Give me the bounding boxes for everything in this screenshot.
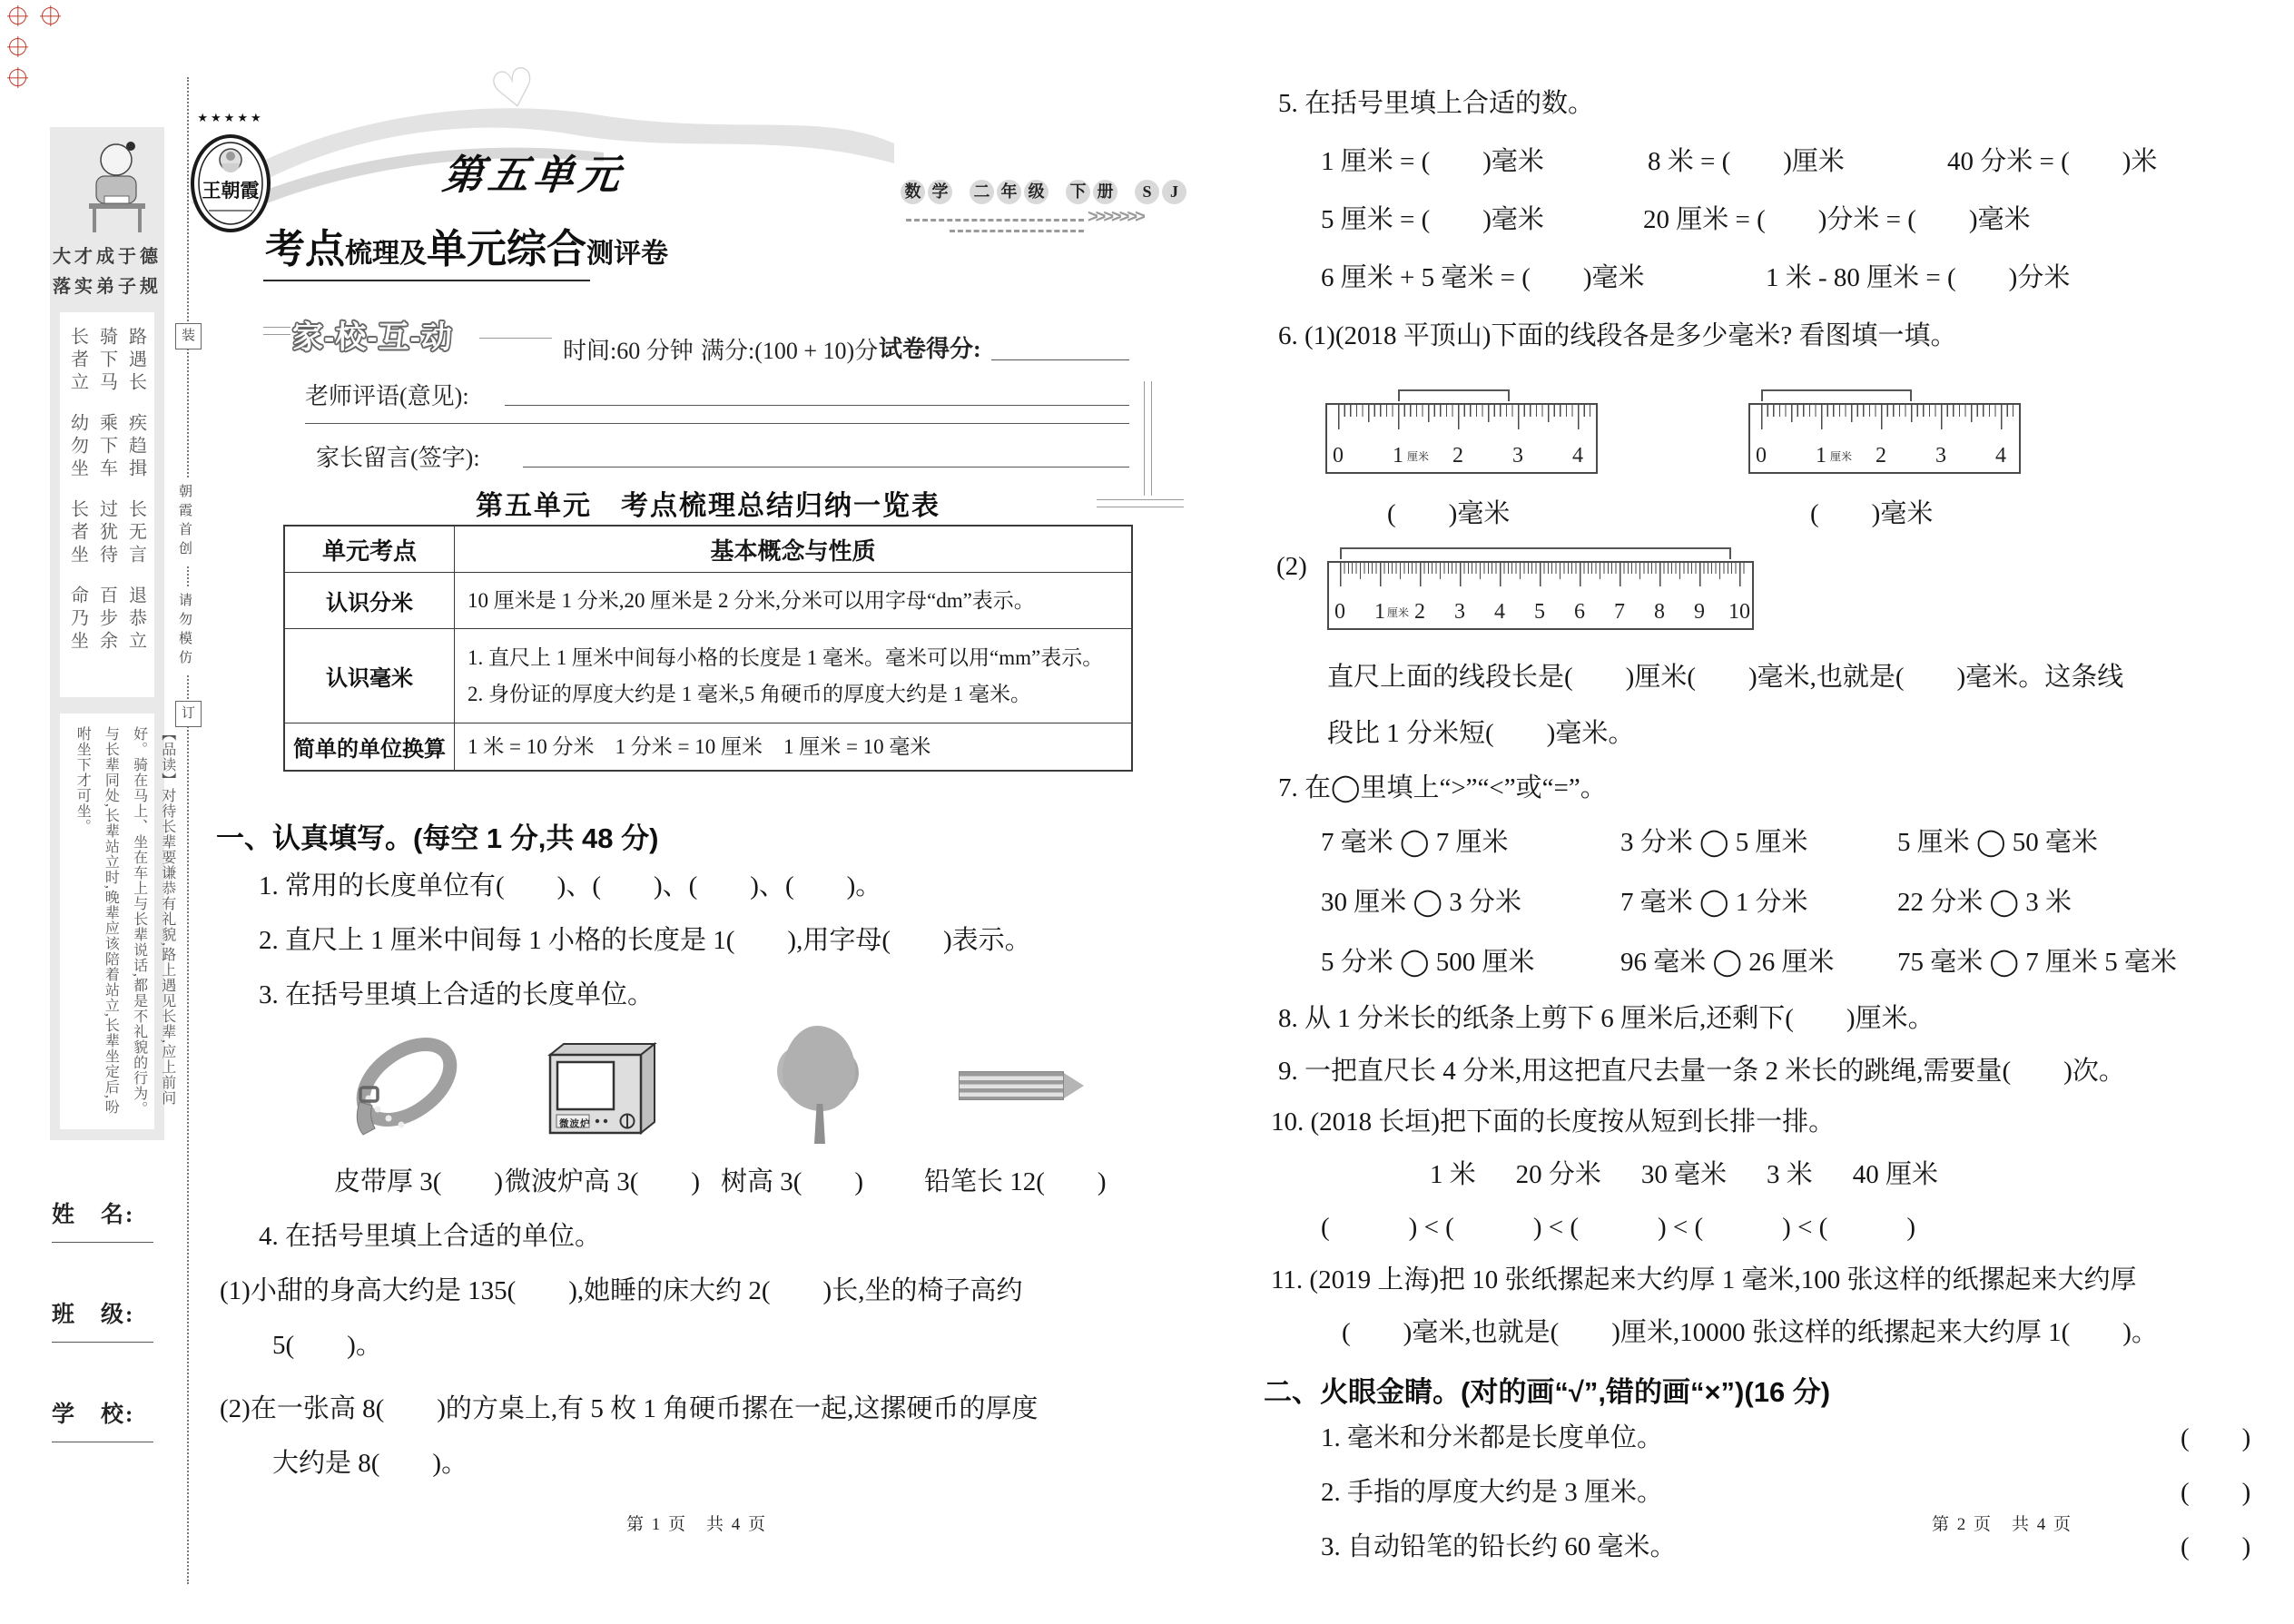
verse-line: 乘下车 [96,413,117,481]
badge-char: 级 [1024,180,1049,204]
microwave-image [534,1042,657,1142]
time-label: 时间:60 分钟 [563,338,694,364]
pencil-image [959,1071,1086,1100]
name-blank-line [52,1242,153,1243]
verse-line: 长者立 [67,327,88,395]
table-key-cell: 简单的单位换算 [285,723,454,770]
heart-ribbon-icon: ♡ [484,55,544,123]
question-6-2-text: 直尺上面的线段长是( )厘米( )毫米,也就是( )毫米。这条线 [1327,663,2124,692]
parent-message-label: 家长留言(签字): [316,445,480,471]
ruler-unit-label: 厘米 [1407,450,1430,463]
badge-char: S [1135,180,1159,204]
q10-length-values [1430,1158,1938,1191]
score-field-label: 试卷得分: [879,336,981,362]
table-value-line: 1. 直尺上 1 厘米中间每小格的长度是 1 毫米。毫米可以用“mm”表示。 [468,646,1104,670]
question-6-2-number: (2) [1276,552,1307,581]
pindu-text: 【品读】对待长辈要谦恭有礼貌,路上遇见长辈,应上前问好。骑在马上、坐在车上与长辈说话,都是不礼貌的行为。与长辈同处,长辈站立时,晚辈应该陪着站立,长辈坐定后,吩咐坐下才可坐。 [74,726,175,1117]
tree-caption: 树高 3( ) [721,1167,864,1196]
overview-table-title: 第五单元 考点梳理总结归纳一览表 [476,491,940,521]
ruler-tick-label: 7 [1614,600,1625,624]
ruler-tick-label: 9 [1694,600,1705,624]
verse-line: 长者坐 [67,499,88,567]
badge-char: J [1162,180,1186,204]
q7-item: 96 毫米 ◯ 26 厘米 [1620,948,1835,977]
q10-value: 1 米 [1430,1160,1476,1189]
tree-image [777,1026,861,1144]
mm-answer-blank: ( )毫米 [1810,499,1934,528]
table-value-cell [454,628,1131,723]
question-11: 11. (2019 上海)把 10 张纸摞起来大约厚 1 毫米,100 张这样的纸摞起来大约厚 [1271,1265,2137,1294]
question-4: 4. 在括号里填上合适的单位。 [259,1222,602,1251]
q10-value: 30 毫米 [1640,1160,1728,1189]
verse-column [123,327,150,683]
unit-title: 第五单元 [439,152,627,198]
full-score-label: 满分:(100 + 10)分 [701,338,879,364]
badge-dashed-line [950,230,1084,232]
binding-slogan-2: 请勿模仿 [174,588,195,674]
class-field-label: 班 级: [52,1303,135,1327]
ruler-image-1 [1325,403,1598,474]
badge-char: 年 [997,180,1021,204]
q10-value: 40 厘米 [1852,1160,1938,1189]
teacher-comment-line2 [305,423,1129,424]
q5-item: 20 厘米 = ( )分米 = ( )毫米 [1643,205,2031,234]
class-blank-line [52,1342,153,1343]
tf-bracket: ( ) [2181,1478,2251,1507]
ruler-tick-label: 3 [1935,444,1946,468]
decorative-double-line [1144,381,1152,496]
q7-item: 3 分米 ◯ 5 厘米 [1620,828,1808,857]
q5-item: 6 厘米 + 5 毫米 = ( )毫米 [1321,263,1645,292]
tf-item-3: 3. 自动铅笔的铅长约 60 毫米。 [1321,1532,1677,1561]
logo-brand-name: 王朝霞 [202,180,260,202]
score-blank-line [991,359,1129,360]
question-5: 5. 在括号里填上合适的数。 [1278,89,1595,118]
q10-answer-blanks: ( ) < ( ) < ( ) < ( ) < ( ) [1321,1213,1915,1242]
question-10: 10. (2018 长垣)把下面的长度按从短到长排一排。 [1271,1107,1836,1137]
subtitle-part: 测评卷 [586,239,668,269]
q7-item: 22 分米 ◯ 3 米 [1897,888,2072,917]
ruler-tick-label: 0 [1334,600,1345,624]
table-key-cell: 认识分米 [285,572,454,628]
section2-heading: 二、火眼金睛。(对的画“√”,错的画“×”)(16 分) [1264,1376,1831,1408]
teacher-comment-line [505,405,1129,406]
q5-item: 8 米 = ( )厘米 [1648,147,1845,176]
binding-slogan-1: 朝霞首创 [174,479,195,565]
tf-bracket: ( ) [2181,1423,2251,1452]
parent-message-line [523,467,1129,468]
registration-mark [9,69,26,86]
ruler-tick-label: 3 [1512,444,1523,468]
question-9: 9. 一把直尺长 4 分米,用这把直尺去量一条 2 米长的跳绳,需要量( )次。 [1278,1057,2125,1086]
table-key-cell: 认识毫米 [285,628,454,723]
verse-line: 幼勿坐 [67,413,88,481]
verse-column [65,327,92,683]
ruler-tick-label: 2 [1452,444,1463,468]
ruler-tick-label: 4 [1572,444,1583,468]
mm-answer-blank: ( )毫米 [1387,499,1511,528]
measured-segment [1398,389,1510,401]
registration-mark [42,7,59,25]
tf-bracket: ( ) [2181,1532,2251,1561]
verse-line: 疾趋揖 [125,413,146,481]
sidebar-motto-line2: 落实弟子规 [53,277,162,297]
q5-item: 1 厘米 = ( )毫米 [1321,147,1544,176]
question-11-cont: ( )毫米,也就是( )厘米,10000 张这样的纸摞起来大约厚 1( )。 [1342,1318,2158,1347]
ruler-tick-label: 1 [1393,444,1403,468]
verse-column [94,327,121,683]
q5-item: 5 厘米 = ( )毫米 [1321,205,1544,234]
binding-box-char: 装 [175,323,202,349]
paper-subtitle [265,216,668,274]
subtitle-part: 考点 [265,227,345,271]
question-6-1: 6. (1)(2018 平顶山)下面的线段各是多少毫米? 看图填一填。 [1278,321,1957,350]
tf-item-1: 1. 毫米和分米都是长度单位。 [1321,1423,1664,1452]
verse-line: 路遇长 [125,327,146,395]
question-6-2-text-cont: 段比 1 分米短( )毫米。 [1327,719,1635,748]
page2-footer: 第 2 页 共 4 页 [1932,1515,2073,1534]
subtitle-part: 梳理及 [345,239,427,269]
name-field-label: 姓 名: [52,1203,135,1227]
decorative-double-line [263,327,290,335]
q5-item: 1 米 - 80 厘米 = ( )分米 [1766,263,2071,292]
ruler-tick-label: 1 [1816,444,1826,468]
q10-value: 3 米 [1767,1160,1813,1189]
home-school-label: 家-校-互-动 [292,320,453,355]
teacher-comment-label: 老师评语(意见): [305,383,469,409]
subtitle-part: 单元综合 [427,227,586,271]
question-4-2: (2)在一张高 8( )的方桌上,有 5 枚 1 角硬币摞在一起,这摞硬币的厚度 [220,1394,1039,1423]
ruler-tick-label: 4 [1494,600,1505,624]
question-3: 3. 在括号里填上合适的长度单位。 [259,980,655,1009]
table-header-cell: 基本概念与性质 [454,527,1131,572]
question-2: 2. 直尺上 1 厘米中间每 1 小格的长度是 1( ),用字母( )表示。 [259,926,1031,955]
q10-value: 20 分米 [1515,1160,1601,1189]
q7-item: 7 毫米 ◯ 1 分米 [1620,888,1808,917]
subject-grade-badge [901,180,1189,204]
sidebar-motto-line1: 大才成于德 [53,247,162,267]
verse-line: 过犹待 [96,499,117,567]
verse-line: 百步余 [96,586,117,654]
verse-line: 退恭立 [125,586,146,654]
belt-caption: 皮带厚 3( ) [334,1167,504,1196]
ruler-image-3 [1327,561,1754,630]
ruler-tick-label: 5 [1534,600,1545,624]
logo-stars-icon: ★★★★★ [197,111,264,124]
verse-line: 长无言 [125,499,146,567]
school-field-label: 学 校: [52,1403,135,1427]
ruler-tick-label: 2 [1414,600,1425,624]
q7-item: 5 分米 ◯ 500 厘米 [1321,948,1535,977]
verse-line: 命乃坐 [67,586,88,654]
reading-child-illustration [71,134,162,236]
page1-footer: 第 1 页 共 4 页 [626,1515,768,1534]
badge-char: 下 [1066,180,1090,204]
table-value-cell: 1 米 = 10 分米 1 分米 = 10 厘米 1 厘米 = 10 毫米 [454,723,1131,770]
badge-dashed-line [906,219,1084,221]
microwave-label: 微波炉 [559,1118,591,1129]
question-8: 8. 从 1 分米长的纸条上剪下 6 厘米后,还剩下( )厘米。 [1278,1004,1935,1033]
ruler-tick-label: 4 [1995,444,2006,468]
question-4-1: (1)小甜的身高大约是 135( ),她睡的床大约 2( )长,坐的椅子高约 [220,1276,1023,1305]
ruler-unit-label: 厘米 [1830,450,1853,463]
badge-char: 册 [1093,180,1117,204]
pindu-commentary-box [60,714,175,1129]
ruler-image-2 [1748,403,2021,474]
table-value-cell: 10 厘米是 1 分米,20 厘米是 2 分米,分米可以用字母“dm”表示。 [454,572,1131,628]
ruler-tick-label: 0 [1756,444,1767,468]
table-value-line: 2. 身份证的厚度大约是 1 毫米,5 角硬币的厚度大约是 1 毫米。 [468,682,1031,705]
ruler-unit-label: 厘米 [1387,606,1410,619]
ruler-tick-label: 1 [1374,600,1385,624]
pencil-caption: 铅笔长 12( ) [924,1167,1107,1196]
measured-segment [1761,389,1912,401]
verse-line: 骑下马 [96,327,117,395]
q7-item: 30 厘米 ◯ 3 分米 [1321,888,1521,917]
question-1: 1. 常用的长度单位有( )、( )、( )、( )。 [259,871,882,901]
ruler-tick-label: 3 [1454,600,1465,624]
question-7: 7. 在◯里填上“>”“<”或“=”。 [1278,773,1607,802]
question-4-1-cont: 5( )。 [272,1331,382,1360]
q7-item: 5 厘米 ◯ 50 毫米 [1897,828,2098,857]
ruler-tick-label: 8 [1654,600,1665,624]
badge-char: 二 [970,180,994,204]
registration-mark [9,38,26,55]
binding-dotted-line [187,77,189,1584]
dizigui-verse-box [60,312,154,697]
ruler-tick-label: 6 [1574,600,1585,624]
section1-heading: 一、认真填写。(每空 1 分,共 48 分) [216,822,659,854]
brand-logo [187,111,274,236]
chevron-arrows-decoration: >>>>>>> [1088,207,1143,227]
binding-box-char: 订 [175,701,202,727]
measured-segment [1340,547,1731,559]
belt-image [343,1035,463,1147]
tf-item-2: 2. 手指的厚度大约是 3 厘米。 [1321,1478,1664,1507]
q5-item: 40 分米 = ( )米 [1947,147,2158,176]
ruler-tick-label: 2 [1876,444,1886,468]
badge-char: 学 [928,180,952,204]
q7-item: 7 毫米 ◯ 7 厘米 [1321,828,1509,857]
knowledge-table [283,525,1133,772]
subtitle-underline [263,280,590,281]
question-4-2-cont: 大约是 8( )。 [272,1449,468,1478]
ruler-tick-label: 10 [1728,600,1750,624]
microwave-caption: 微波炉高 3( ) [505,1167,701,1196]
decorative-line [479,338,552,339]
q7-item: 75 毫米 ◯ 7 厘米 5 毫米 [1897,948,2177,977]
ruler-tick-label: 0 [1333,444,1344,468]
registration-mark [9,7,26,25]
table-header-cell: 单元考点 [321,536,417,565]
badge-char: 数 [901,180,925,204]
